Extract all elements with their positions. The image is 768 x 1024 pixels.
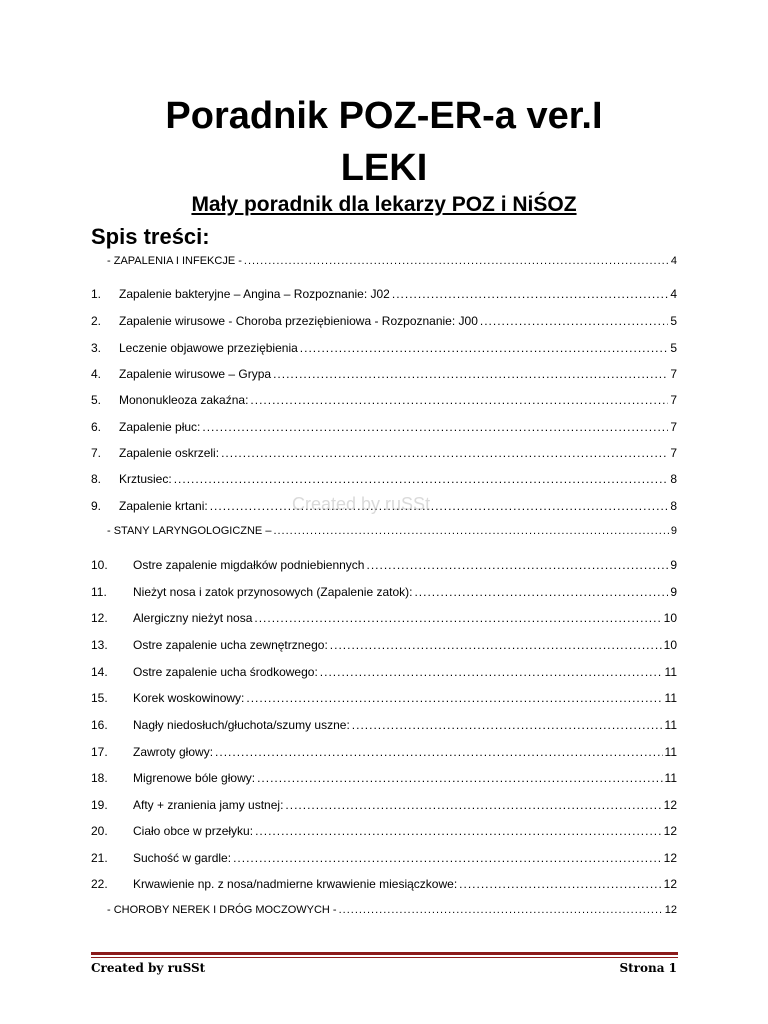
toc-dot-leader	[174, 472, 669, 486]
toc-dot-leader	[254, 611, 661, 625]
toc-entry-title: Nieżyt nosa i zatok przynosowych (Zapalenie zatok):	[133, 585, 413, 599]
toc-dot-leader	[257, 771, 662, 785]
footer-rule	[91, 952, 678, 955]
toc-page-number: 10	[663, 638, 677, 652]
toc-entry-row[interactable]	[91, 611, 677, 629]
toc-page-number: 5	[670, 314, 677, 328]
toc-dot-leader	[273, 367, 668, 381]
toc-dot-leader	[202, 420, 668, 434]
toc-dot-leader	[233, 851, 662, 865]
toc-entry-number: 8.	[91, 472, 102, 486]
toc-entry-number: 6.	[91, 420, 102, 434]
toc-entry-row[interactable]	[91, 472, 677, 490]
toc-entry-title: Zapalenie wirusowe – Grypa	[119, 367, 272, 381]
toc-entry-title: Krwawienie np. z nosa/nadmierne krwawienie miesiączkowe:	[133, 877, 458, 891]
toc-entry-title: - CHOROBY NEREK I DRÓG MOCZOWYCH -	[107, 904, 337, 916]
toc-entry-title: Zapalenie oskrzeli:	[119, 446, 220, 460]
toc-entry-row[interactable]	[91, 585, 677, 603]
toc-entry-number: 4.	[91, 367, 102, 381]
toc-page-number: 9	[670, 525, 677, 537]
watermark: Created by ruSSt	[292, 494, 431, 514]
toc-entry-row[interactable]	[91, 824, 677, 842]
toc-entry-title: Zawroty głowy:	[133, 745, 214, 759]
toc-page-number: 5	[670, 341, 677, 355]
toc-entry-title: Ostre zapalenie ucha środkowego:	[133, 665, 318, 679]
toc-entry-row[interactable]	[91, 287, 677, 305]
toc-dot-leader	[352, 718, 663, 732]
toc-entry-title: Zapalenie wirusowe - Choroba przeziębieniowa - Rozpoznanie: J00	[119, 314, 478, 328]
toc-section-row[interactable]	[91, 255, 677, 273]
document-subtitle: Mały poradnik dla lekarzy POZ i NiŚOZ	[191, 193, 577, 216]
toc-dot-leader	[414, 585, 668, 599]
toc-entry-row[interactable]	[91, 665, 677, 683]
document-title: Poradnik POZ-ER-a ver.I	[165, 95, 603, 137]
toc-entry-title: Suchość w gardle:	[133, 851, 232, 865]
toc-entry-row[interactable]	[91, 851, 677, 869]
toc-page-number: 11	[664, 665, 677, 679]
toc-entry-title: Krztusiec:	[119, 472, 172, 486]
toc-section-row[interactable]	[91, 525, 677, 543]
toc-dot-leader	[320, 665, 663, 679]
toc-entry-title: Afty + zranienia jamy ustnej:	[133, 798, 284, 812]
footer-rule-thin	[91, 957, 678, 958]
toc-entry-number: 10.	[91, 558, 108, 572]
toc-entry-row[interactable]	[91, 367, 677, 385]
footer-page-number: Strona 1	[619, 961, 677, 975]
toc-dot-leader	[255, 824, 662, 838]
toc-entry-row[interactable]	[91, 745, 677, 763]
toc-entry-row[interactable]	[91, 691, 677, 709]
toc-page-number: 9	[670, 585, 677, 599]
toc-page-number: 7	[670, 367, 677, 381]
toc-entry-title: Ciało obce w przełyku:	[133, 824, 254, 838]
toc-dot-leader	[221, 446, 668, 460]
toc-dot-leader	[244, 255, 669, 267]
toc-entry-title: - STANY LARYNGOLOGICZNE –	[107, 525, 272, 537]
toc-entry-number: 21.	[91, 851, 108, 865]
toc-page-number: 12	[663, 798, 677, 812]
toc-entry-number: 13.	[91, 638, 108, 652]
toc-entry-number: 2.	[91, 314, 102, 328]
toc-entry-number: 3.	[91, 341, 102, 355]
toc-dot-leader	[246, 691, 662, 705]
toc-entry-number: 11.	[91, 585, 107, 599]
toc-dot-leader	[366, 558, 668, 572]
toc-page-number: 12	[663, 877, 677, 891]
toc-entry-number: 16.	[91, 718, 108, 732]
toc-entry-row[interactable]	[91, 798, 677, 816]
toc-entry-title: Korek woskowinowy:	[133, 691, 245, 705]
toc-entry-title: Zapalenie płuc:	[119, 420, 201, 434]
toc-entry-number: 5.	[91, 393, 102, 407]
toc-entry-title: Migrenowe bóle głowy:	[133, 771, 256, 785]
toc-entry-title: Nagły niedosłuch/głuchota/szumy uszne:	[133, 718, 350, 732]
toc-entry-title: Ostre zapalenie ucha zewnętrznego:	[133, 638, 328, 652]
toc-page-number: 12	[664, 904, 677, 916]
toc-page-number: 11	[664, 718, 677, 732]
toc-page-number: 4	[670, 287, 677, 301]
toc-entry-title: - ZAPALENIA I INFEKCJE -	[107, 255, 242, 267]
toc-entry-row[interactable]	[91, 638, 677, 656]
toc-entry-number: 9.	[91, 499, 102, 513]
toc-entry-title: Zapalenie krtani:	[119, 499, 208, 513]
toc-page-number: 7	[670, 446, 677, 460]
toc-entry-number: 20.	[91, 824, 108, 838]
toc-page-number: 9	[670, 558, 677, 572]
toc-entry-number: 1.	[91, 287, 102, 301]
toc-entry-title: Alergiczny nieżyt nosa	[133, 611, 253, 625]
toc-entry-title: Ostre zapalenie migdałków podniebiennych	[133, 558, 365, 572]
toc-dot-leader	[210, 499, 669, 513]
toc-entry-number: 22.	[91, 877, 108, 891]
toc-dot-leader	[215, 745, 663, 759]
toc-section-row[interactable]	[91, 904, 677, 922]
toc-entry-title: Leczenie objawowe przeziębienia	[119, 341, 298, 355]
toc-dot-leader	[300, 341, 669, 355]
toc-dot-leader	[480, 314, 668, 328]
toc-entry-row[interactable]	[91, 341, 677, 359]
toc-page-number: 7	[670, 393, 677, 407]
toc-entry-row[interactable]	[91, 446, 677, 464]
toc-dot-leader	[330, 638, 662, 652]
toc-dot-leader	[250, 393, 668, 407]
toc-entry-row[interactable]	[91, 558, 677, 576]
toc-entry-number: 7.	[91, 446, 102, 460]
toc-entry-title: Zapalenie bakteryjne – Angina – Rozpoznanie: J02	[119, 287, 390, 301]
toc-dot-leader	[273, 525, 668, 537]
toc-entry-row[interactable]	[91, 877, 677, 895]
toc-page-number: 12	[663, 851, 677, 865]
toc-page-number: 11	[664, 771, 677, 785]
toc-entry-number: 19.	[91, 798, 108, 812]
document-title-line2: LEKI	[340, 147, 428, 189]
toc-entry-number: 18.	[91, 771, 108, 785]
toc-page-number: 10	[663, 611, 677, 625]
toc-page-number: 11	[664, 745, 677, 759]
toc-entry-row[interactable]	[91, 314, 677, 332]
toc-entry-number: 14.	[91, 665, 108, 679]
toc-entry-number: 15.	[91, 691, 108, 705]
toc-entry-number: 12.	[91, 611, 108, 625]
toc-page-number: 12	[663, 824, 677, 838]
toc-entry-row[interactable]	[91, 771, 677, 789]
toc-entry-title: Mononukleoza zakaźna:	[119, 393, 249, 407]
toc-dot-leader	[339, 904, 663, 916]
toc-dot-leader	[459, 877, 661, 891]
toc-page-number: 8	[670, 499, 677, 513]
toc-entry-row[interactable]	[91, 718, 677, 736]
toc-page-number: 7	[670, 420, 677, 434]
toc-dot-leader	[285, 798, 661, 812]
toc-entry-number: 17.	[91, 745, 108, 759]
toc-entry-row[interactable]	[91, 393, 677, 411]
footer-author: Created by ruSSt	[91, 961, 206, 975]
toc-dot-leader	[392, 287, 668, 301]
toc-page-number: 11	[664, 691, 677, 705]
toc-page-number: 4	[670, 255, 677, 267]
toc-page-number: 8	[670, 472, 677, 486]
toc-entry-row[interactable]	[91, 420, 677, 438]
toc-heading: Spis treści:	[91, 224, 210, 249]
